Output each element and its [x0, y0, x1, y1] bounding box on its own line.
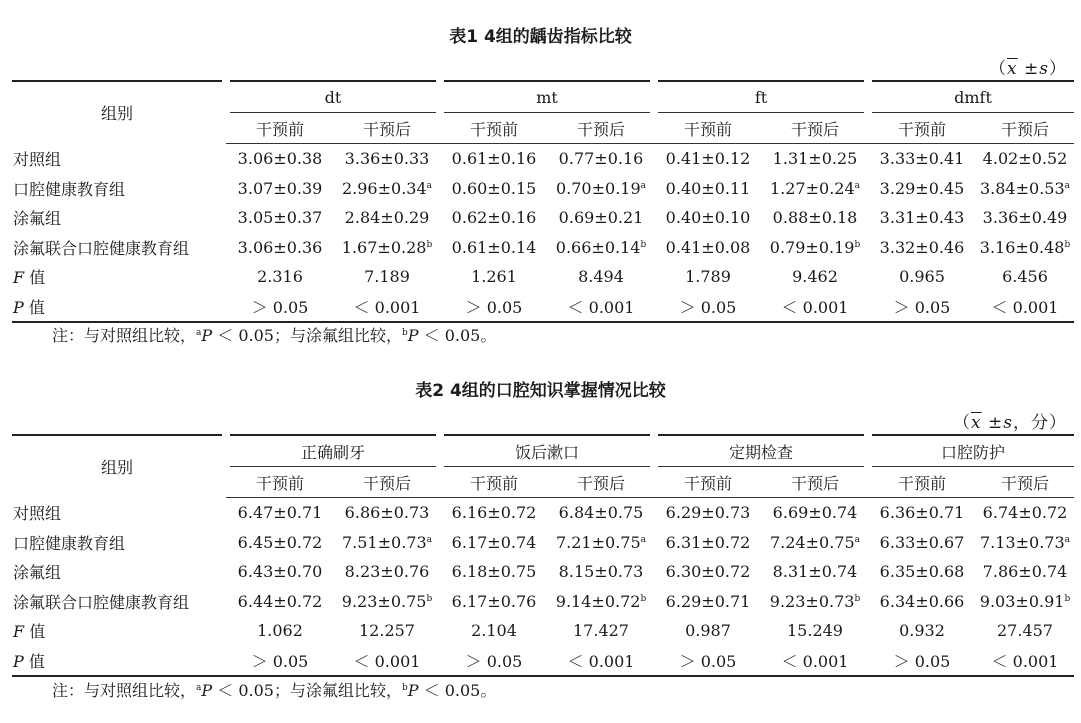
table-cell: ＜ 0.001 [334, 646, 440, 677]
table-cell: 0.965 [899, 267, 945, 287]
table-cell: 0.41±0.12 [665, 149, 751, 169]
table-cell: 8.15±0.73 [558, 562, 644, 582]
table1-title: 表1 4组的龋齿指标比较 [449, 27, 632, 47]
row-label: 对照组 [13, 150, 62, 169]
significance-mark: b [854, 239, 861, 250]
table1-note: 注：与对照组比较，$^a$P ＜ 0.05；与涂氟组比较，$^b$P ＜ 0.05。 [52, 326, 497, 345]
table2-note: 注：与对照组比较，$^a$P ＜ 0.05；与涂氟组比较，$^b$P ＜ 0.05。 [52, 681, 497, 700]
table-cell: 6.47±0.71 [237, 503, 323, 523]
table-cell: 27.457 [997, 621, 1053, 641]
table-cell: 0.88±0.18 [772, 208, 858, 228]
row-label: F 值 [13, 622, 46, 642]
table-cell: 6.45±0.72 [237, 532, 323, 552]
table-cell: 2.104 [471, 621, 517, 641]
table-row [12, 587, 1074, 617]
table-row [12, 498, 1074, 528]
column-header: mt [440, 81, 654, 113]
table-cell: 3.36±0.33 [344, 149, 430, 169]
table-cell: 3.29±0.45 [879, 178, 965, 198]
table-cell: 3.84±0.53$^a$ [979, 178, 1071, 198]
significance-mark: b [640, 239, 647, 250]
table-cell: 9.462 [792, 267, 838, 287]
table-cell: 0.66±0.14$^b$ [555, 237, 647, 257]
sub-header: 干预后 [548, 113, 654, 144]
table2-title: 表2 4组的口腔知识掌握情况比较 [415, 381, 666, 401]
table-cell: 9.23±0.73$^b$ [769, 591, 861, 611]
table-cell: 6.30±0.72 [665, 562, 751, 582]
table-cell: ＜ 0.001 [334, 292, 440, 323]
table-cell: 9.23±0.75$^b$ [341, 591, 433, 611]
table-cell: 7.21±0.75$^a$ [555, 532, 647, 552]
table-cell: 2.316 [257, 267, 303, 287]
table-cell: ＜ 0.001 [548, 292, 654, 323]
significance-mark: a [1064, 180, 1071, 191]
table-cell: 6.43±0.70 [237, 562, 323, 582]
table-cell: ＞ 0.05 [440, 646, 548, 677]
table-cell: 0.60±0.15 [451, 178, 537, 198]
table-row [12, 144, 1074, 174]
table-cell: 6.84±0.75 [558, 503, 644, 523]
table-cell: 3.36±0.49 [982, 208, 1068, 228]
table-cell: 8.494 [578, 267, 624, 287]
table-cell: 0.41±0.08 [665, 237, 751, 257]
table-cell: 6.17±0.74 [451, 532, 537, 552]
table2-unit: （$\overline{x} \pm s$，分） [953, 413, 1067, 433]
table-cell: 6.34±0.66 [879, 591, 965, 611]
sub-header: 干预前 [440, 113, 548, 144]
table-row [12, 616, 1074, 646]
table-cell: 1.261 [471, 267, 517, 287]
sub-header: 干预后 [762, 467, 868, 498]
table-cell: 0.932 [899, 621, 945, 641]
table-row [12, 174, 1074, 204]
table-cell: 8.23±0.76 [344, 562, 430, 582]
significance-mark: b [854, 593, 861, 604]
table-cell: 6.31±0.72 [665, 532, 751, 552]
table-cell: 3.07±0.39 [237, 178, 323, 198]
significance-mark: a [640, 534, 647, 545]
table-cell: 1.31±0.25 [772, 149, 858, 169]
table-cell: 0.40±0.10 [665, 208, 751, 228]
sub-header: 干预前 [868, 467, 976, 498]
table-cell: ＜ 0.001 [976, 646, 1074, 677]
table-cell: 15.249 [787, 621, 843, 641]
table-row [12, 646, 1074, 677]
table2 [12, 434, 1074, 677]
row-label: 对照组 [13, 504, 62, 523]
sub-header: 干预前 [654, 467, 762, 498]
sub-header: 干预前 [440, 467, 548, 498]
table-cell: 3.32±0.46 [879, 237, 965, 257]
row-label: 涂氟联合口腔健康教育组 [13, 592, 190, 612]
sub-header: 干预后 [762, 113, 868, 144]
table-cell: 1.789 [685, 267, 731, 287]
table-cell: 6.69±0.74 [772, 503, 858, 523]
table-cell: 7.86±0.74 [982, 562, 1068, 582]
table-cell: ＞ 0.05 [654, 292, 762, 323]
table-cell: ＜ 0.001 [976, 292, 1074, 323]
table-cell: 8.31±0.74 [772, 562, 858, 582]
significance-mark: a [426, 180, 433, 191]
column-header: 正确刷牙 [226, 435, 440, 467]
column-header: 饭后漱口 [440, 435, 654, 467]
table-row [12, 262, 1074, 292]
table-cell: ＞ 0.05 [654, 646, 762, 677]
row-label: 口腔健康教育组 [13, 533, 126, 553]
table-cell: 0.40±0.11 [665, 178, 751, 198]
sub-header: 干预前 [654, 113, 762, 144]
significance-mark: a [854, 180, 861, 191]
table-cell: 3.33±0.41 [879, 149, 965, 169]
table-cell: 0.70±0.19$^a$ [555, 178, 647, 198]
row-label: 涂氟组 [13, 209, 62, 229]
significance-mark: b [426, 239, 433, 250]
column-header: 定期检查 [654, 435, 868, 467]
table-cell: 7.51±0.73$^a$ [341, 532, 433, 552]
row-label: F 值 [13, 268, 46, 288]
table-cell: 3.06±0.36 [237, 237, 323, 257]
row-label: 涂氟组 [13, 563, 62, 583]
table-cell: 6.44±0.72 [237, 591, 323, 611]
table-cell: 9.14±0.72$^b$ [555, 591, 647, 611]
table-cell: 6.18±0.75 [451, 562, 537, 582]
table-cell: 6.36±0.71 [879, 503, 965, 523]
table-cell: ＜ 0.001 [762, 292, 868, 323]
table-cell: 4.02±0.52 [982, 149, 1068, 169]
table-cell: 0.62±0.16 [451, 208, 537, 228]
sub-header: 干预后 [976, 113, 1074, 144]
significance-mark: a [640, 180, 647, 191]
table-row [12, 233, 1074, 263]
table1-unit: $(\overline{x} \pm s)$ [989, 59, 1067, 79]
table-cell: 7.13±0.73$^a$ [979, 532, 1071, 552]
significance-mark: b [640, 593, 647, 604]
table-cell: 9.03±0.91$^b$ [979, 591, 1071, 611]
table-cell: 3.31±0.43 [879, 208, 965, 228]
table-cell: 0.69±0.21 [558, 208, 644, 228]
table-row [12, 528, 1074, 558]
table-cell: ＞ 0.05 [868, 646, 976, 677]
table-cell: 6.16±0.72 [451, 503, 537, 523]
significance-mark: a [854, 534, 861, 545]
significance-mark: a [1064, 534, 1071, 545]
table-cell: 0.987 [685, 621, 731, 641]
group-header: 组别 [12, 435, 226, 498]
table-row [12, 557, 1074, 587]
table-cell: 0.61±0.16 [451, 149, 537, 169]
table-cell: 6.86±0.73 [344, 503, 430, 523]
table-row [12, 292, 1074, 323]
significance-mark: b [426, 593, 433, 604]
table-cell: 7.24±0.75$^a$ [769, 532, 861, 552]
table-cell: 6.29±0.73 [665, 503, 751, 523]
column-header: dt [226, 81, 440, 113]
table-cell: ＜ 0.001 [762, 646, 868, 677]
table-cell: 17.427 [573, 621, 629, 641]
column-header: 口腔防护 [868, 435, 1074, 467]
column-header: dmft [868, 81, 1074, 113]
significance-mark: a [426, 534, 433, 545]
table-cell: 1.67±0.28$^b$ [341, 237, 433, 257]
row-label: P 值 [12, 292, 226, 323]
table-cell: 3.16±0.48$^b$ [979, 237, 1071, 257]
table1 [12, 80, 1074, 323]
sub-header: 干预后 [976, 467, 1074, 498]
row-label: 口腔健康教育组 [13, 179, 126, 199]
sub-header: 干预后 [334, 113, 440, 144]
table-cell: 6.33±0.67 [879, 532, 965, 552]
table-cell: 2.84±0.29 [344, 208, 430, 228]
group-header: 组别 [12, 81, 226, 144]
sub-header: 干预前 [226, 113, 334, 144]
table-cell: 2.96±0.34$^a$ [341, 178, 433, 198]
table-cell: 6.456 [1002, 267, 1048, 287]
table-cell: 6.17±0.76 [451, 591, 537, 611]
sub-header: 干预前 [226, 467, 334, 498]
table-cell: 7.189 [364, 267, 410, 287]
table-cell: 0.61±0.14 [451, 237, 537, 257]
table-cell: 6.35±0.68 [879, 562, 965, 582]
sub-header: 干预后 [548, 467, 654, 498]
table-cell: 1.062 [257, 621, 303, 641]
table-row [12, 203, 1074, 233]
table-cell: ＜ 0.001 [548, 646, 654, 677]
significance-mark: b [1064, 593, 1071, 604]
sub-header: 干预前 [868, 113, 976, 144]
table-cell: ＞ 0.05 [868, 292, 976, 323]
table-cell: 3.05±0.37 [237, 208, 323, 228]
table-cell: 3.06±0.38 [237, 149, 323, 169]
table-cell: 1.27±0.24$^a$ [769, 178, 861, 198]
row-label: P 值 [12, 646, 226, 677]
table-cell: 12.257 [359, 621, 415, 641]
sub-header: 干预后 [334, 467, 440, 498]
table-cell: 0.79±0.19$^b$ [769, 237, 861, 257]
table-cell: 6.29±0.71 [665, 591, 751, 611]
table-cell: ＞ 0.05 [440, 292, 548, 323]
significance-mark: b [1064, 239, 1071, 250]
table-cell: ＞ 0.05 [226, 292, 334, 323]
column-header: ft [654, 81, 868, 113]
table-cell: 6.74±0.72 [982, 503, 1068, 523]
table-cell: ＞ 0.05 [226, 646, 334, 677]
table-cell: 0.77±0.16 [558, 149, 644, 169]
row-label: 涂氟联合口腔健康教育组 [13, 238, 190, 258]
